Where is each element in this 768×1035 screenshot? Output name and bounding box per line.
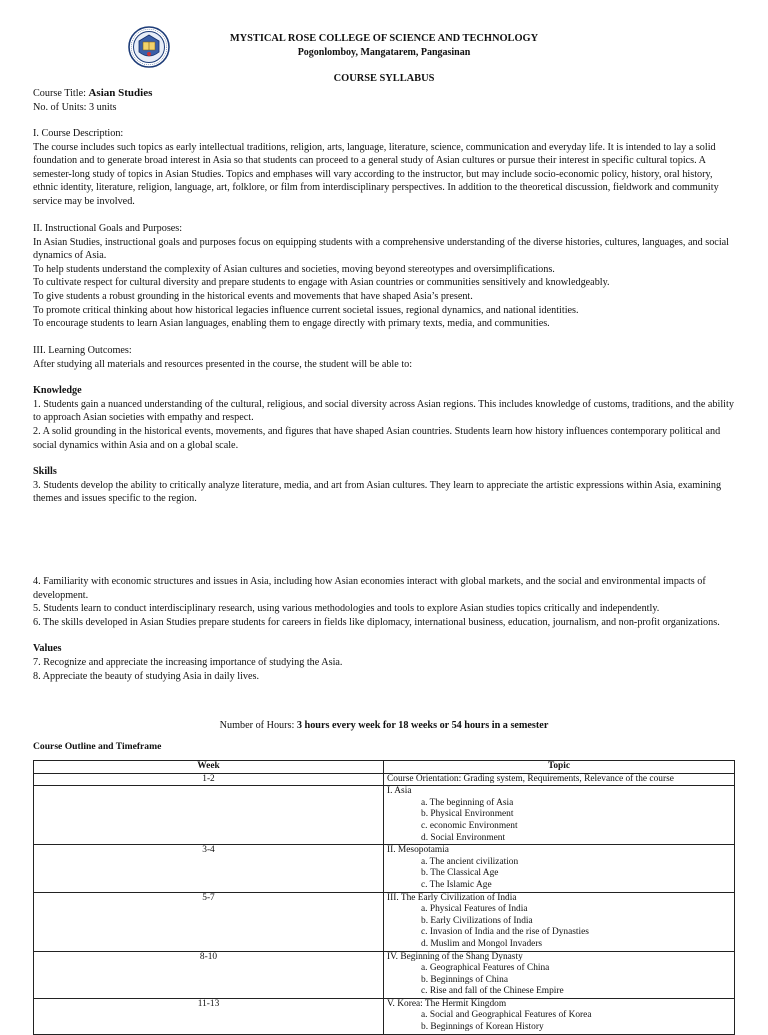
topic-title: Course Orientation: Grading system, Requirements, Relevance of the course [387, 773, 674, 784]
goals-intro: In Asian Studies, instructional goals and purposes focus on equipping students with a comprehensive understanding of the diverse histories, cultures, languages, and social dynamics of Asia. [33, 236, 730, 262]
column-header-topic: Topic [384, 761, 735, 774]
subtopic-item: a. Physical Features of India [421, 904, 528, 915]
skills-heading: Skills [33, 466, 57, 478]
topic-cell [384, 845, 735, 892]
knowledge-item: 2. A solid grounding in the historical events, movements, and figures that have shaped Asian countries. Students learn how history influences contemporary political and social dynamics within Asia and on a global scale. [33, 425, 721, 451]
hours-label: Number of Hours: [219, 720, 295, 731]
knowledge-heading: Knowledge [33, 385, 82, 397]
skills-item: 3. Students develop the ability to critically analyze literature, media, and art from Asian cultures. They learn to appreciate the artistic expressions within Asia, examining themes and issues specific to the region. [33, 479, 722, 505]
subtopic-item: b. Early Civilizations of India [421, 915, 533, 926]
knowledge-item: 1. Students gain a nuanced understanding of the cultural, religious, and social diversity across Asian regions. This includes knowledge of customs, traditions, and the ability to approach Asian societies with empathy and respect. [33, 398, 734, 424]
course-outline-table [33, 760, 735, 1035]
table-row [34, 773, 735, 786]
values-item: 8. Appreciate the beauty of studying Asia in daily lives. [33, 670, 260, 682]
week-cell: 5-7 [34, 892, 384, 951]
week-cell: 11-13 [34, 998, 384, 1034]
goals-heading: II. Instructional Goals and Purposes: [33, 223, 183, 234]
week-cell: 8-10 [34, 951, 384, 998]
subtopic-item: d. Muslim and Mongol Invaders [421, 938, 543, 949]
column-header-week: Week [34, 761, 384, 774]
goal-item: To cultivate respect for cultural diversity and prepare students to engage with Asian countries or communities sensitively and knowledgeably. [33, 277, 610, 289]
course-description-heading: I. Course Description: [33, 128, 124, 139]
week-cell: 3-4 [34, 845, 384, 892]
topic-cell [384, 892, 735, 951]
topic-title: III. The Early Civilization of India [387, 892, 517, 903]
course-description-text: The course includes such topics as early intellectual traditions, religion, arts, language, literature, science, communication and everyday life. It is intended to lay a solid foundation and to generate broad interest in Asia so that students can proceed to a general study of Asian cultures or pursue their interest in specific cultural topics. A semester-long study of topics in Asian Studies. Topics and emphases will vary according to the instructor, but may include socio-economic policy, history, oral history, ethnic identity, literature, religion, language, art, folklore, or film from interdisciplinary perspectives. In addition to the theoretical discussion, fieldwork and community service may be involved. [33, 141, 719, 207]
subtopic-item: d. Social Environment [421, 832, 506, 843]
topic-title: I. Asia [387, 786, 412, 797]
subtopic-item: c. economic Environment [421, 820, 518, 831]
subtopic-item: b. The Classical Age [421, 868, 499, 879]
institution-name: MYSTICAL ROSE COLLEGE OF SCIENCE AND TECHNOLOGY [229, 33, 539, 44]
course-title-value: Asian Studies [88, 87, 153, 99]
skills-item: 4. Familiarity with economic structures and issues in Asia, including how Asian economies interact with global markets, and the social and environmental impacts of development. [33, 576, 706, 601]
table-row [34, 951, 735, 998]
course-description-section [33, 127, 735, 209]
institution-address: Pogonlomboy, Mangatarem, Pangasinan [297, 46, 471, 58]
topic-cell [384, 951, 735, 998]
subtopic-item: c. The Islamic Age [421, 879, 492, 890]
skills-item: 6. The skills developed in Asian Studies prepare students for careers in fields like diplomacy, international business, education, journalism, and non-profit organizations. [33, 616, 720, 628]
topic-title: IV. Beginning of the Shang Dynasty [387, 951, 523, 962]
document-header [0, 32, 768, 59]
learning-outcomes-continued [33, 575, 735, 683]
topic-title: II. Mesopotamia [387, 845, 449, 856]
table-header-row [34, 761, 735, 774]
course-outline-heading: Course Outline and Timeframe [33, 741, 162, 752]
outcomes-intro: After studying all materials and resources presented in the course, the student will be able to: [33, 358, 413, 370]
course-units: No. of Units: 3 units [33, 101, 117, 113]
table-row [34, 892, 735, 951]
subtopic-item: a. The beginning of Asia [421, 797, 514, 808]
week-cell [34, 786, 384, 845]
values-item: 7. Recognize and appreciate the increasing importance of studying the Asia. [33, 656, 343, 668]
subtopic-item: c. Invasion of India and the rise of Dynasties [421, 927, 589, 938]
number-of-hours [33, 719, 735, 733]
skills-item: 5. Students learn to conduct interdisciplinary research, using various methodologies and tools to explore Asian studies topics critically and independently. [33, 603, 660, 615]
topic-cell [384, 998, 735, 1034]
goal-item: To promote critical thinking about how historical legacies influence current societal issues, regional dynamics, and national identities. [33, 304, 579, 316]
table-row [34, 786, 735, 845]
subtopic-item: b. Beginnings of China [421, 974, 508, 985]
learning-outcomes-section [33, 344, 735, 506]
subtopic-item: a. Geographical Features of China [421, 963, 550, 974]
table-row [34, 845, 735, 892]
values-heading: Values [33, 643, 62, 655]
subtopic-item: b. Physical Environment [421, 809, 514, 820]
subtopic-item: a. Social and Geographical Features of Korea [421, 1010, 592, 1021]
instructional-goals-section [33, 222, 735, 331]
table-row [34, 998, 735, 1034]
goal-item: To encourage students to learn Asian languages, enabling them to engage directly with primary texts, media, and communities. [33, 318, 550, 330]
course-info [33, 87, 735, 114]
topic-title: V. Korea: The Hermit Kingdom [387, 998, 507, 1009]
goal-item: To give students a robust grounding in the historical events and movements that have shaped Asia’s present. [33, 290, 473, 302]
course-title-label: Course Title: [33, 88, 86, 99]
topic-cell [384, 773, 735, 786]
subtopic-item: b. Beginnings of Korean History [421, 1022, 544, 1033]
goal-item: To help students understand the complexity of Asian cultures and societies, moving beyond stereotypes and oversimplifications. [33, 263, 555, 275]
week-cell: 1-2 [34, 773, 384, 786]
topic-cell [384, 786, 735, 845]
hours-value: 3 hours every week for 18 weeks or 54 hours in a semester [296, 720, 549, 731]
subtopic-item: a. The ancient civilization [421, 856, 519, 867]
subtopic-item: c. Rise and fall of the Chinese Empire [421, 986, 564, 997]
document-title: COURSE SYLLABUS [333, 73, 435, 84]
outcomes-heading: III. Learning Outcomes: [33, 345, 132, 356]
